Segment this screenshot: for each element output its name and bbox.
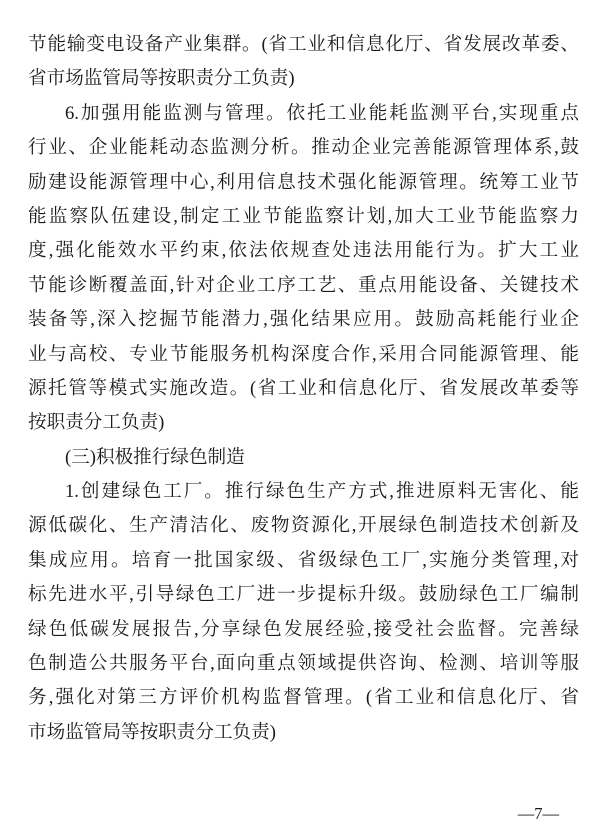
text-line: 节能输变电设备产业集群。(省工业和信息化厅、省发展改革委、 bbox=[28, 34, 579, 55]
text-line: 业与高校、专业节能服务机构深度合作,采用合同能源管理、能 bbox=[28, 343, 579, 365]
text-line: 6.加强用能监测与管理。依托工业能耗监测平台,实现重点 bbox=[65, 102, 579, 124]
text-line: 节能诊断覆盖面,针对企业工序工艺、重点用能设备、关键技术 bbox=[28, 274, 579, 296]
text-line: 能监察队伍建设,制定工业节能监察计划,加大工业节能监察力 bbox=[28, 205, 579, 227]
page-number: —7— bbox=[517, 804, 559, 823]
text-line: 绿色低碳发展报告,分享绿色发展经验,接受社会监督。完善绿 bbox=[28, 618, 579, 640]
text-line: 按职责分工负责) bbox=[28, 412, 165, 434]
text-line: 源托管等模式实施改造。(省工业和信息化厅、省发展改革委等 bbox=[28, 377, 579, 399]
text-line: 度,强化能效水平约束,依法依规查处违法用能行为。扩大工业 bbox=[28, 240, 579, 262]
document-body bbox=[28, 28, 579, 750]
text-line: 市场监管局等按职责分工负责) bbox=[28, 721, 276, 743]
section-heading: (三)积极推行绿色制造 bbox=[65, 446, 245, 468]
text-line: 行业、企业能耗动态监测分析。推动企业完善能源管理体系,鼓 bbox=[28, 137, 579, 159]
text-line: 源低碳化、生产清洁化、废物资源化,开展绿色制造技术创新及 bbox=[28, 515, 579, 537]
text-line: 标先进水平,引导绿色工厂进一步提标升级。鼓励绿色工厂编制 bbox=[28, 584, 579, 606]
text-line: 励建设能源管理中心,利用信息技术强化能源管理。统筹工业节 bbox=[28, 171, 579, 193]
text-line: 省市场监管局等按职责分工负责) bbox=[28, 68, 295, 90]
text-line: 集成应用。培育一批国家级、省级绿色工厂,实施分类管理,对 bbox=[28, 549, 579, 571]
text-line: 务,强化对第三方评价机构监督管理。(省工业和信息化厅、省 bbox=[28, 687, 579, 709]
text-line: 1.创建绿色工厂。推行绿色生产方式,推进原料无害化、能 bbox=[65, 481, 579, 503]
text-line: 色制造公共服务平台,面向重点领域提供咨询、检测、培训等服 bbox=[28, 653, 579, 675]
text-line: 装备等,深入挖掘节能潜力,强化结果应用。鼓励高耗能行业企 bbox=[28, 309, 579, 331]
